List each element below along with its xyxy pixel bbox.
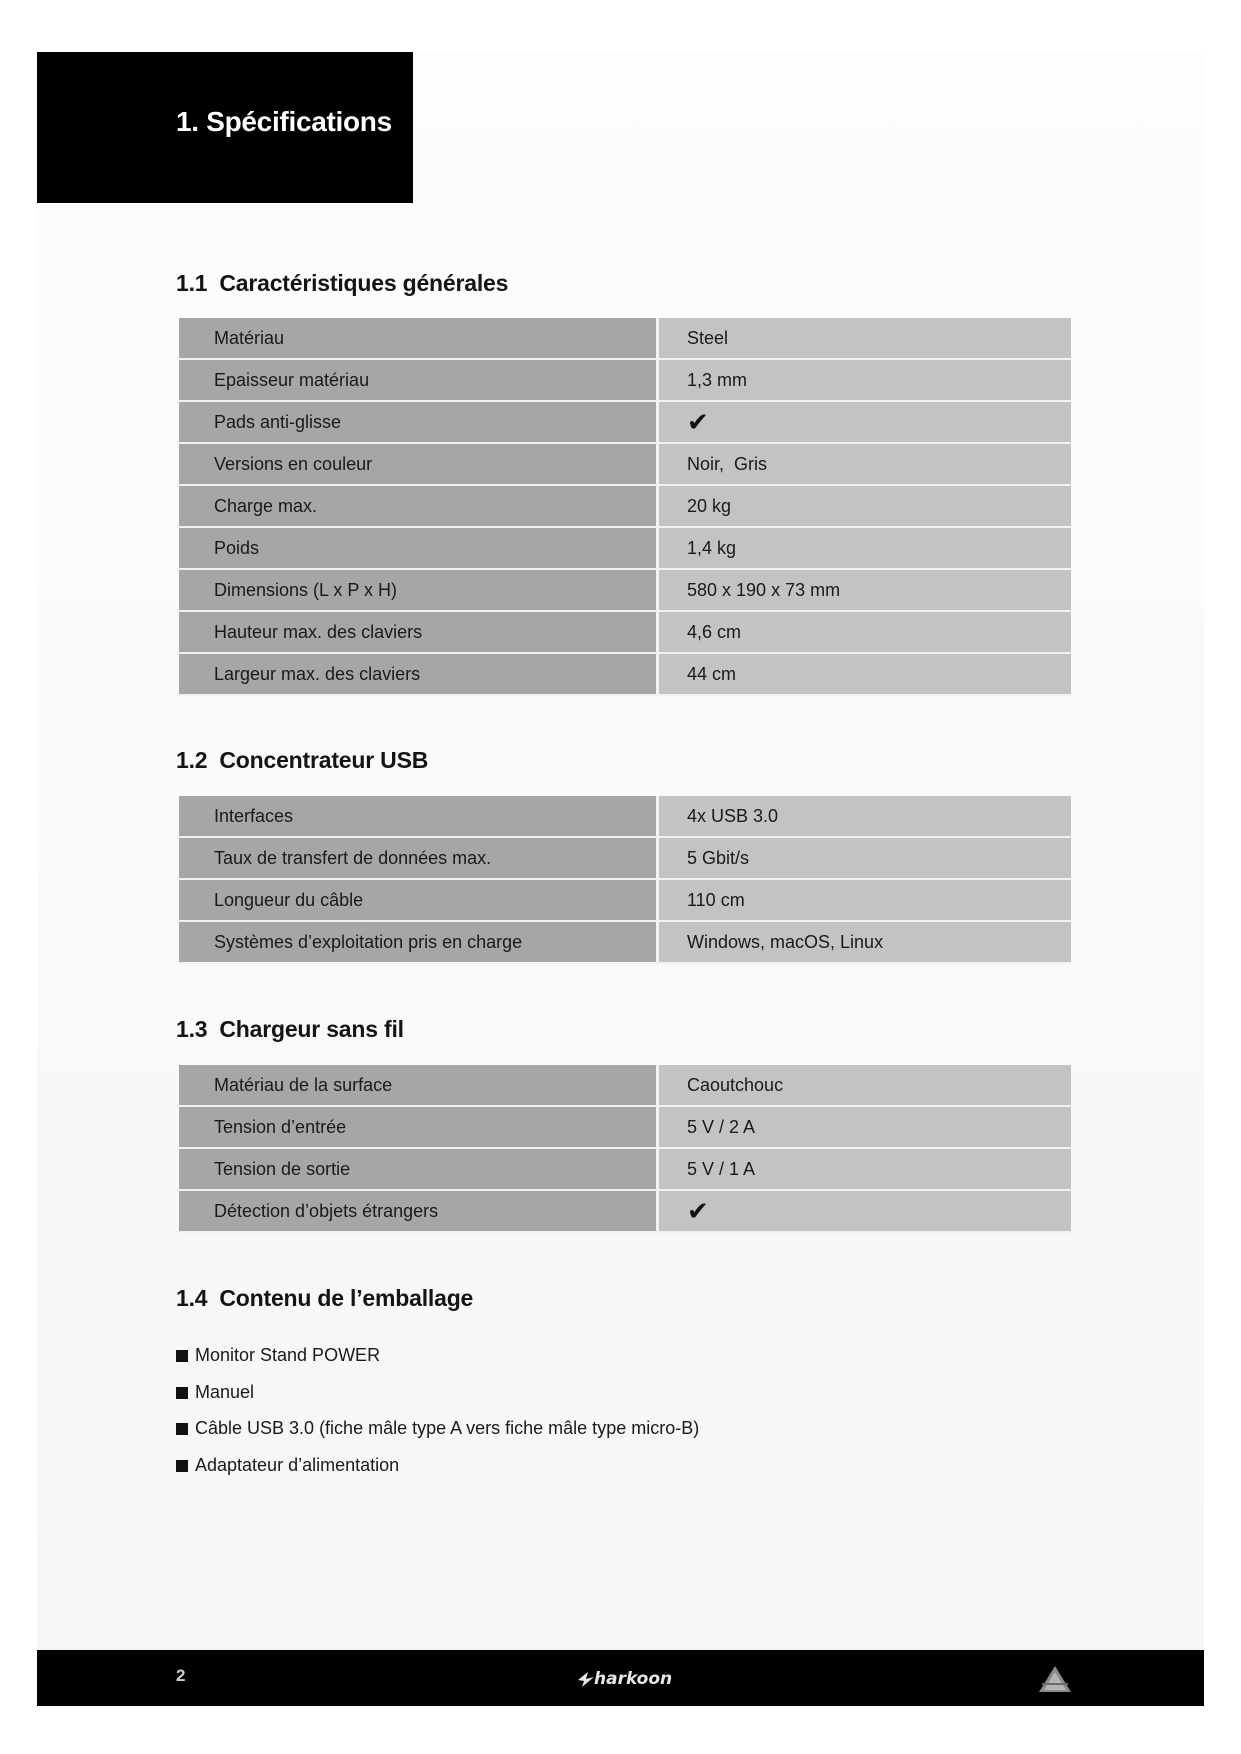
square-bullet-icon	[176, 1350, 188, 1362]
spec-value: 580 x 190 x 73 mm	[658, 569, 1072, 611]
spec-label: Tension de sortie	[179, 1148, 658, 1190]
chapter-title: 1. Spécifications	[176, 106, 392, 137]
spec-value: 110 cm	[658, 879, 1072, 921]
list-item	[176, 1410, 699, 1447]
spec-label: Tension d’entrée	[179, 1106, 658, 1148]
checkmark-icon: ✔	[687, 406, 709, 437]
table-row	[179, 485, 1071, 527]
spec-label: Poids	[179, 527, 658, 569]
table-row	[179, 569, 1071, 611]
spec-label: Systèmes d’exploitation pris en charge	[179, 921, 658, 963]
section-number: 1.4	[176, 1285, 208, 1311]
spec-label: Longueur du câble	[179, 879, 658, 921]
spec-label: Dimensions (L x P x H)	[179, 569, 658, 611]
spec-label: Détection d’objets étrangers	[179, 1190, 658, 1232]
table-row	[179, 1148, 1071, 1190]
section-title-usb-hub	[176, 747, 428, 774]
spec-value: Windows, macOS, Linux	[658, 921, 1072, 963]
section-number: 1.2	[176, 747, 208, 773]
triangle-up-icon[interactable]	[1038, 1664, 1072, 1694]
spec-label: Interfaces	[179, 796, 658, 837]
spec-value: Steel	[658, 318, 1072, 359]
sharkoon-logo	[574, 1660, 674, 1696]
spec-value: 20 kg	[658, 485, 1072, 527]
list-item	[176, 1374, 699, 1411]
spec-table-usb-hub	[179, 796, 1071, 964]
section-number: 1.1	[176, 270, 208, 296]
spec-table-general	[179, 318, 1071, 696]
spec-value: Caoutchouc	[658, 1065, 1072, 1106]
spec-label: Hauteur max. des claviers	[179, 611, 658, 653]
section-title-wireless-charger	[176, 1016, 404, 1043]
list-item-text: Câble USB 3.0 (fiche mâle type A vers fiche mâle type micro-B)	[195, 1418, 700, 1438]
section-title-text: Chargeur sans fil	[219, 1016, 404, 1042]
table-row	[179, 443, 1071, 485]
spec-value: 4,6 cm	[658, 611, 1072, 653]
page-number: 2	[176, 1666, 186, 1685]
section-title-general	[176, 270, 508, 297]
table-row	[179, 921, 1071, 963]
spec-label: Epaisseur matériau	[179, 359, 658, 401]
spec-value	[658, 1190, 1072, 1232]
table-row	[179, 318, 1071, 359]
spec-table-wireless-charger	[179, 1065, 1071, 1233]
list-item-text: Manuel	[195, 1381, 255, 1402]
spec-value: Noir, Gris	[658, 443, 1072, 485]
table-row	[179, 1106, 1071, 1148]
spec-value: 5 V / 2 A	[658, 1106, 1072, 1148]
spec-label: Matériau	[179, 318, 658, 359]
spec-value: 4x USB 3.0	[658, 796, 1072, 837]
section-title-package-contents	[176, 1285, 473, 1312]
spec-label: Largeur max. des claviers	[179, 653, 658, 695]
checkmark-icon: ✔	[687, 1195, 709, 1226]
package-contents-list	[176, 1337, 699, 1483]
square-bullet-icon	[176, 1423, 188, 1435]
spec-label: Charge max.	[179, 485, 658, 527]
section-number: 1.3	[176, 1016, 208, 1042]
spec-value: 5 Gbit/s	[658, 837, 1072, 879]
table-row	[179, 611, 1071, 653]
spec-label: Versions en couleur	[179, 443, 658, 485]
table-row	[179, 879, 1071, 921]
list-item-text: Adaptateur d’alimentation	[195, 1454, 400, 1475]
table-row	[179, 401, 1071, 443]
svg-text:harkoon: harkoon	[594, 1669, 673, 1689]
section-title-text: Caractéristiques générales	[219, 270, 509, 296]
table-row	[179, 1190, 1071, 1232]
spec-label: Matériau de la surface	[179, 1065, 658, 1106]
spec-value: 1,4 kg	[658, 527, 1072, 569]
spec-value: 1,3 mm	[658, 359, 1072, 401]
spec-label: Taux de transfert de données max.	[179, 837, 658, 879]
square-bullet-icon	[176, 1387, 188, 1399]
list-item	[176, 1337, 699, 1374]
section-title-text: Concentrateur USB	[219, 747, 429, 773]
spec-value	[658, 401, 1072, 443]
spec-label: Pads anti-glisse	[179, 401, 658, 443]
spec-value: 5 V / 1 A	[658, 1148, 1072, 1190]
square-bullet-icon	[176, 1460, 188, 1472]
table-row	[179, 796, 1071, 837]
section-title-text: Contenu de l’emballage	[219, 1285, 474, 1311]
table-row	[179, 527, 1071, 569]
table-row	[179, 1065, 1071, 1106]
list-item	[176, 1447, 699, 1484]
table-row	[179, 653, 1071, 695]
table-row	[179, 837, 1071, 879]
table-row	[179, 359, 1071, 401]
spec-value: 44 cm	[658, 653, 1072, 695]
list-item-text: Monitor Stand POWER	[195, 1345, 381, 1365]
